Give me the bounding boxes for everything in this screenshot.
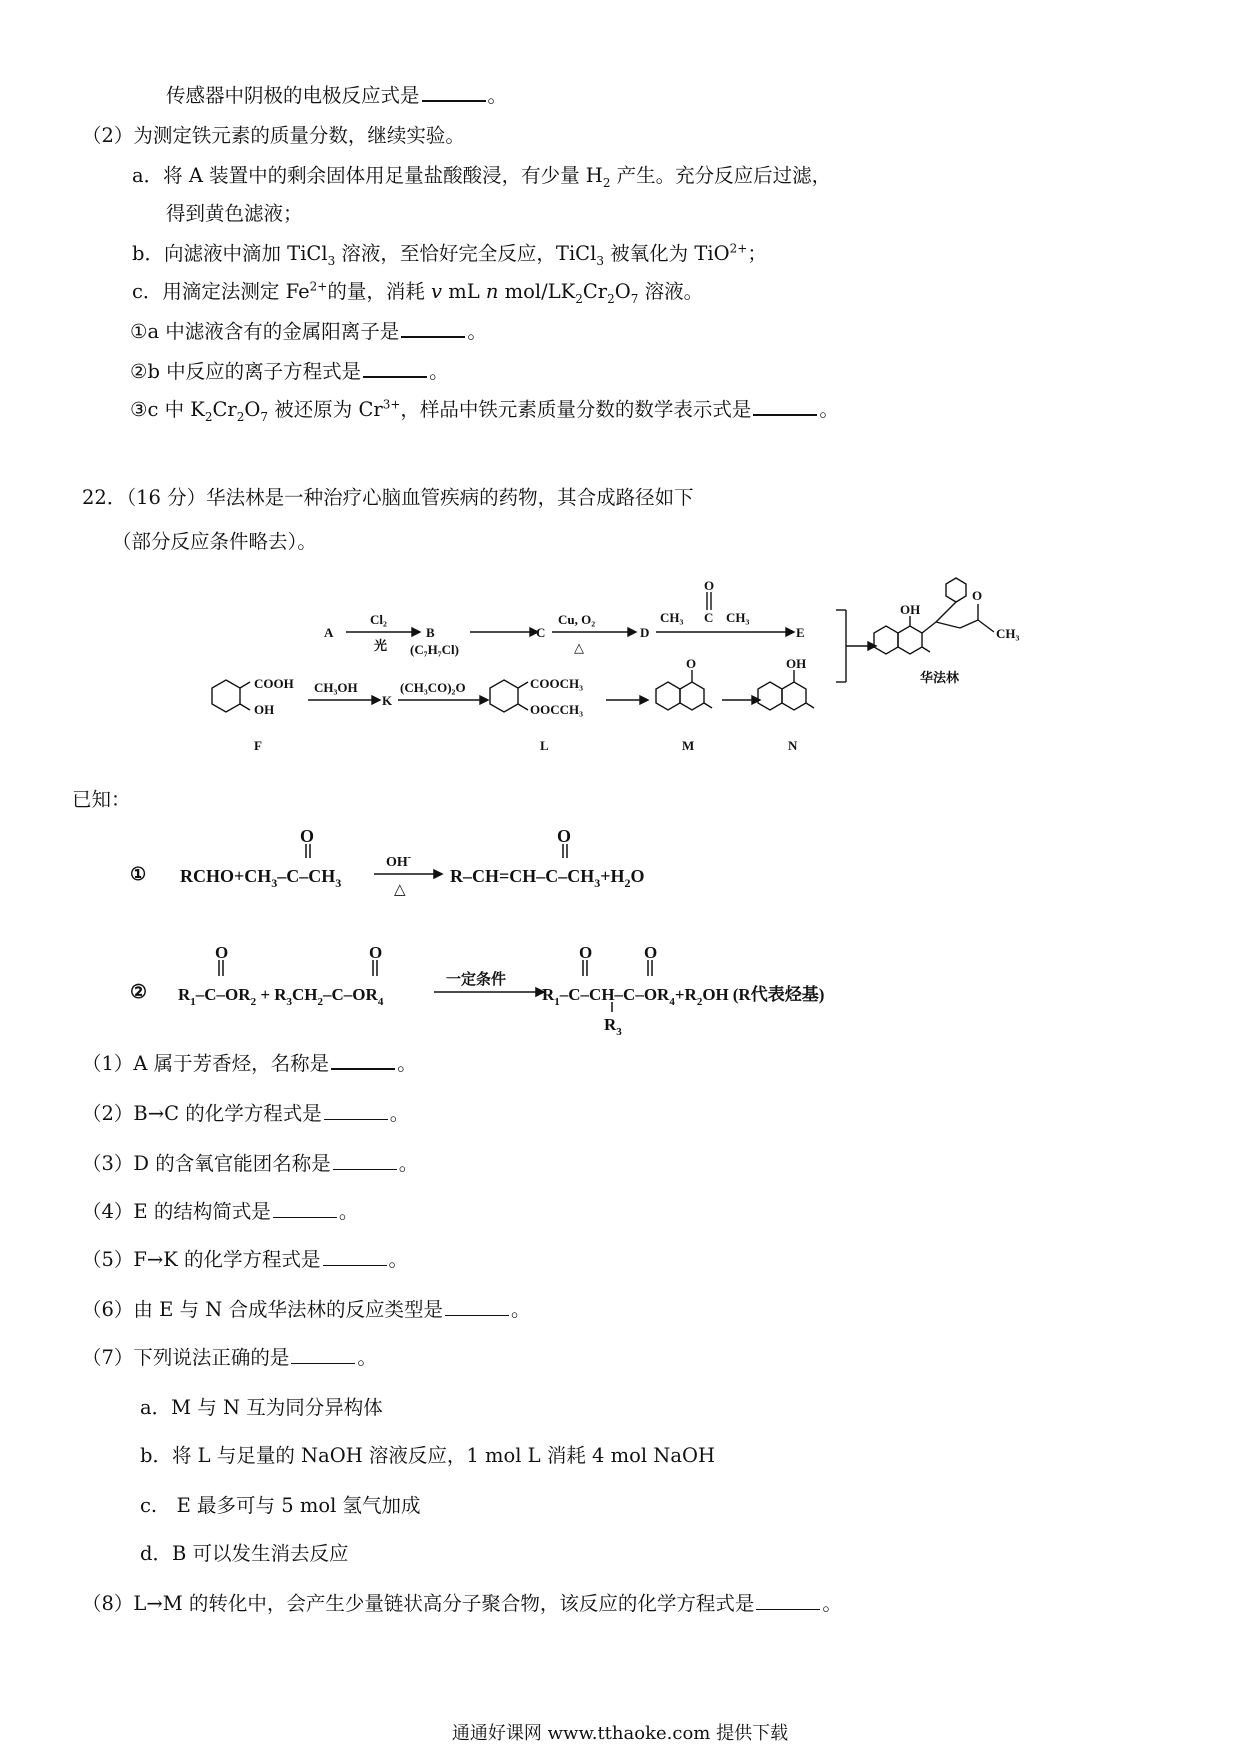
acetone-o: O — [704, 578, 715, 593]
compound-a: A — [324, 625, 334, 640]
text: （2）B→C 的化学方程式是 — [82, 1102, 322, 1125]
text: 。 — [822, 1592, 842, 1615]
question-22-2 — [82, 1102, 409, 1126]
text: 。 — [429, 360, 449, 383]
formula-b: (C₇H₇Cl) — [410, 642, 459, 657]
text: 被氧化为 TiO — [603, 242, 730, 265]
text: 溶液，至恰好完全反应，TiCl — [335, 242, 597, 265]
sub-question-2 — [130, 360, 449, 384]
text: （6）由 E 与 N 合成华法林的反应类型是 — [82, 1298, 443, 1321]
reagent-ch3oh: CH₃OH — [314, 680, 358, 695]
answer-blank[interactable] — [422, 84, 486, 102]
line-cathode — [166, 84, 507, 108]
subscript: 2 — [575, 291, 583, 306]
question-22-4 — [82, 1200, 358, 1224]
known-reaction-1 — [0, 830, 1240, 900]
answer-blank[interactable] — [331, 1052, 395, 1070]
carbonyl-o: O — [557, 830, 572, 846]
carbonyl-o: O — [369, 946, 383, 962]
condition-heat: △ — [574, 640, 584, 655]
known-label: 已知： — [72, 788, 131, 811]
text: 。 — [388, 1248, 409, 1271]
compound-m: M — [682, 738, 695, 753]
text: 。 — [487, 84, 508, 107]
group-oocch3: OOCCH₃ — [530, 702, 584, 717]
option-d: d．B 可以发生消去反应 — [140, 1542, 349, 1565]
text: ①a 中滤液含有的金属阳离子是 — [130, 320, 400, 343]
step-c — [132, 280, 703, 304]
text: O — [614, 280, 631, 303]
reaction-lhs: $R_1-C-OR_2 + R_3CH_2-C-OR_4$ — [178, 985, 384, 1008]
carbonyl-o: O — [579, 946, 593, 962]
subscript: 2 — [602, 175, 611, 190]
compound-c: C — [536, 625, 546, 640]
text: mol/LK — [498, 280, 576, 303]
text: Cr — [212, 398, 237, 421]
answer-blank[interactable] — [756, 1593, 820, 1610]
option-a: a．M 与 N 互为同分异构体 — [140, 1396, 383, 1419]
text: 产生。充分反应后过滤， — [610, 164, 832, 187]
subscript: 2 — [204, 409, 213, 424]
text: 溶液。 — [638, 280, 704, 303]
sub-question-1 — [130, 320, 487, 344]
subscript: 7 — [260, 409, 269, 424]
text: 。 — [467, 320, 487, 343]
text: mL — [442, 280, 486, 303]
text: a．将 A 装置中的剩余固体用足量盐酸酸浸，有少量 H — [132, 164, 603, 187]
sub-question-3 — [130, 398, 839, 422]
reagent-cu-o2: Cu, O₂ — [558, 612, 596, 627]
carbonyl-o: O — [644, 946, 658, 962]
carbonyl-o: O — [215, 946, 229, 962]
answer-blank[interactable] — [291, 1347, 355, 1364]
text: 。 — [357, 1346, 377, 1369]
text: （5）F→K 的化学方程式是 — [82, 1248, 321, 1271]
compound-f: F — [254, 738, 262, 753]
group-oh: OH — [900, 602, 921, 617]
acetone-ch3-left: CH₃ — [660, 610, 684, 625]
reagent-acetic-anhydride: (CH₃CO)₂O — [400, 680, 466, 695]
text: 。 — [511, 1298, 531, 1321]
variable-v: v — [431, 280, 443, 303]
text: b．向滤液中滴加 TiCl — [132, 242, 328, 265]
acetone-c: C — [704, 610, 714, 625]
compound-e: E — [796, 625, 805, 640]
option-c: c. E 最多可与 5 mol 氢气加成 — [140, 1494, 421, 1517]
reaction-rhs: $R_1-C-CH-C-OR_4+R_2OH$ (R代表烃基) — [542, 985, 825, 1008]
known-reaction-2 — [0, 946, 1240, 1036]
text: 。 — [397, 1052, 417, 1075]
answer-blank[interactable] — [753, 398, 817, 416]
acetone-ch3-right: CH₃ — [726, 610, 750, 625]
text: ③c 中 K — [130, 398, 205, 421]
group-cooh: COOH — [254, 676, 294, 691]
answer-blank[interactable] — [401, 320, 465, 338]
question-22-8 — [82, 1592, 842, 1616]
answer-blank[interactable] — [273, 1201, 337, 1218]
text: c．用滴定法测定 Fe — [132, 280, 310, 303]
answer-blank[interactable] — [333, 1153, 397, 1170]
group-o: O — [686, 656, 697, 671]
condition-text: 一定条件 — [446, 972, 507, 988]
option-b: b．将 L 与足量的 NaOH 溶液反应，1 mol L 消耗 4 mol NaOH — [140, 1444, 715, 1467]
superscript: 2+ — [309, 279, 328, 294]
carbonyl-o: O — [300, 830, 315, 846]
group-o: O — [972, 588, 983, 603]
reaction-number: ① — [130, 864, 147, 884]
text: ，样品中铁元素质量分数的数学表示式是 — [400, 398, 752, 421]
text: 。 — [389, 1102, 410, 1125]
question-22-title: 22．（16 分）华法林是一种治疗心脑血管疾病的药物，其合成路径如下 — [82, 486, 694, 509]
condition-light: 光 — [374, 638, 388, 653]
reaction-number: ② — [130, 982, 148, 1003]
question-22-5 — [82, 1248, 408, 1272]
superscript: 3+ — [382, 397, 401, 412]
reaction-lhs: $RCHO+CH_3-C-CH_3$ — [180, 866, 342, 890]
text: 传感器中阴极的电极反应式是 — [166, 84, 420, 107]
subscript: 3 — [596, 253, 604, 268]
text: （7）下列说法正确的是 — [82, 1346, 290, 1369]
text: O — [244, 398, 261, 421]
reagent-cl2: Cl₂ — [370, 612, 387, 627]
text: （8）L→M 的转化中，会产生少量链状高分子聚合物，该反应的化学方程式是 — [82, 1592, 755, 1615]
condition-base: OH- — [386, 852, 412, 870]
question-21-2: （2）为测定铁元素的质量分数，继续实验。 — [82, 124, 465, 147]
compound-l: L — [540, 738, 549, 753]
question-22-6 — [82, 1298, 531, 1322]
group-cooch3: COOCH₃ — [530, 676, 584, 691]
answer-blank[interactable] — [445, 1299, 509, 1316]
step-b — [132, 242, 767, 266]
subscript: 3 — [327, 253, 336, 268]
text: 。 — [398, 1152, 419, 1175]
substituent-r3: $R_3$ — [604, 1015, 622, 1036]
text: 的量，消耗 — [327, 280, 432, 303]
step-a — [132, 164, 831, 188]
reaction-rhs: $R-CH=CH-C-CH_3+H_2O$ — [450, 866, 645, 890]
compound-n: N — [788, 738, 798, 753]
answer-blank[interactable] — [323, 1249, 387, 1266]
condition-heat: △ — [394, 882, 406, 898]
superscript: 2+ — [729, 241, 748, 256]
compound-b: B — [426, 625, 435, 640]
group-oh: OH — [786, 656, 807, 671]
question-22-subtitle: （部分反应条件略去）。 — [112, 530, 317, 553]
question-22-3 — [82, 1152, 418, 1176]
question-22-7 — [82, 1346, 377, 1370]
group-oh: OH — [254, 702, 275, 717]
text: 。 — [819, 398, 839, 421]
compound-d: D — [640, 625, 650, 640]
step-a-cont: 得到黄色滤液； — [166, 202, 303, 225]
compound-k: K — [382, 693, 393, 708]
variable-n: n — [485, 280, 499, 303]
text: （4）E 的结构简式是 — [82, 1200, 271, 1223]
synthesis-scheme — [0, 570, 1240, 770]
text: 被还原为 Cr — [268, 398, 383, 421]
subscript: 7 — [630, 291, 639, 306]
subscript: 2 — [607, 291, 615, 306]
text: （3）D 的含氧官能团名称是 — [82, 1152, 331, 1175]
page-footer: 通通好课网 www.tthaoke.com 提供下载 — [451, 1723, 789, 1744]
answer-blank[interactable] — [324, 1103, 388, 1120]
text: 。 — [338, 1200, 359, 1223]
group-ch3: CH₃ — [996, 626, 1020, 641]
answer-blank[interactable] — [363, 360, 427, 378]
warfarin-label: 华法林 — [920, 670, 960, 685]
text: （1）A 属于芳香烃，名称是 — [82, 1052, 330, 1075]
text: ②b 中反应的离子方程式是 — [130, 360, 362, 383]
text: Cr — [582, 280, 608, 303]
question-22-1 — [82, 1052, 417, 1076]
subscript: 2 — [236, 409, 245, 424]
text: ； — [747, 242, 767, 265]
